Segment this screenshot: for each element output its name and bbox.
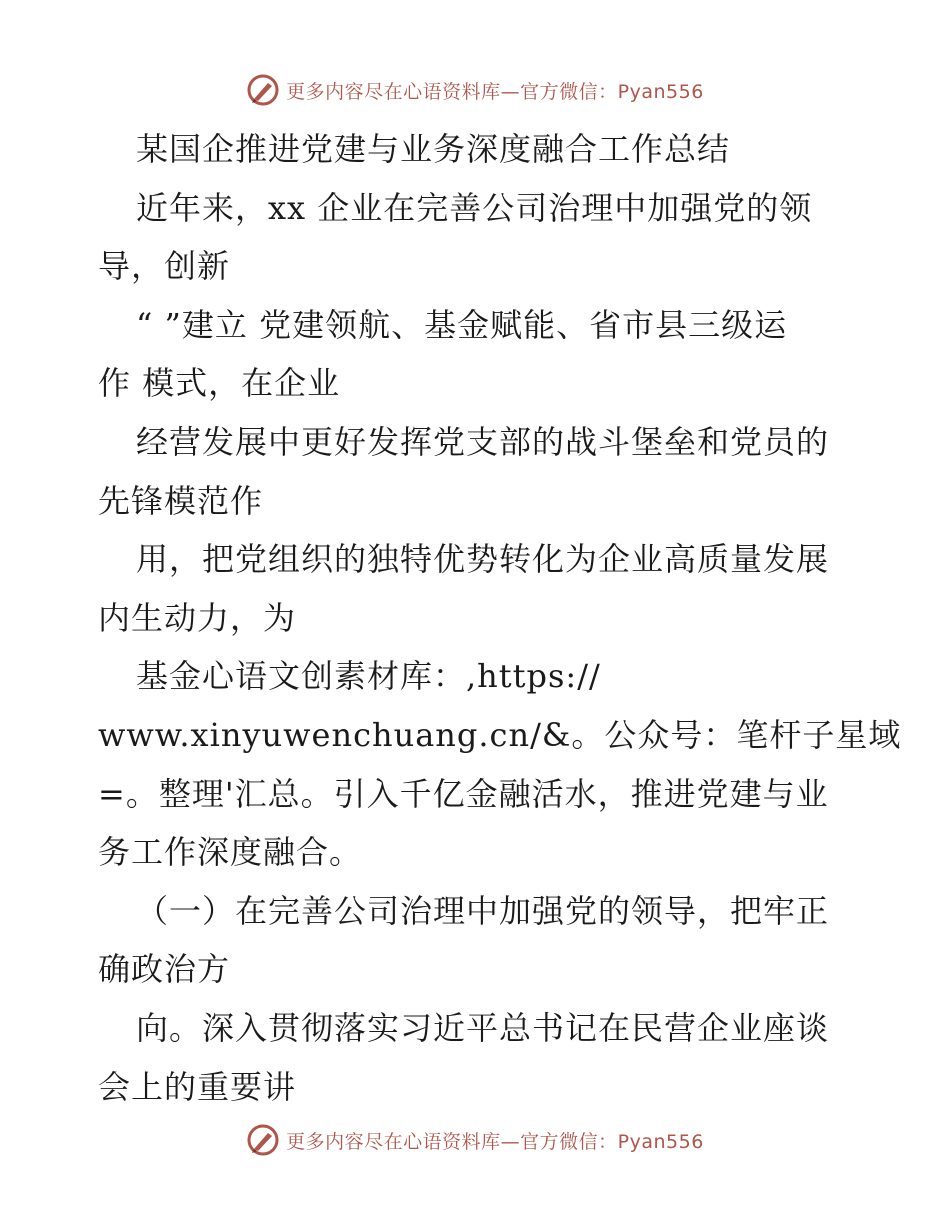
document-body	[98, 120, 902, 1116]
banner-text: 更多内容尽在心语资料库—官方微信：Pyan556	[286, 1130, 704, 1153]
paragraph-line: 基金心语文创素材库：,https://	[136, 657, 601, 696]
paragraph-line: 经营发展中更好发挥党支部的战斗堡垒和党员的	[136, 422, 830, 461]
paragraph-line: www.xinyuwenchuang.cn/&。公众号：笔杆子星域	[98, 715, 902, 754]
paragraph-line: 会上的重要讲	[98, 1067, 297, 1106]
paragraph-line: 确政治方	[98, 950, 231, 989]
paragraph-line: 近年来，xx 企业在完善公司治理中加强党的领	[136, 188, 813, 227]
paragraph-line: 向。深入贯彻落实习近平总书记在民营企业座谈	[136, 1008, 830, 1047]
paragraph-line: =。整理'汇总。引入千亿金融活水，推进党建与业	[98, 774, 829, 813]
paragraph-line: 先锋模范作	[98, 481, 264, 520]
paragraph-line: 用，把党组织的独特优势转化为企业高质量发展	[136, 540, 830, 579]
paragraph-line: “ ”建立 党建领航、基金赋能、省市县三级运	[136, 305, 788, 344]
paragraph-line: 导，创新	[98, 247, 231, 286]
pen-logo-icon	[246, 73, 280, 107]
header-banner	[0, 70, 950, 110]
banner-text: 更多内容尽在心语资料库—官方微信：Pyan556	[286, 80, 704, 103]
footer-banner	[0, 1120, 950, 1160]
document-title: 某国企推进党建与业务深度融合工作总结	[136, 130, 731, 168]
paragraph-line: 作 模式，在企业	[98, 364, 341, 403]
paragraph-line: 务工作深度融合。	[98, 833, 363, 872]
section-heading-line: （一）在完善公司治理中加强党的领导，把牢正	[136, 891, 830, 930]
paragraph-line: 内生动力，为	[98, 598, 297, 637]
pen-logo-icon	[246, 1123, 280, 1157]
